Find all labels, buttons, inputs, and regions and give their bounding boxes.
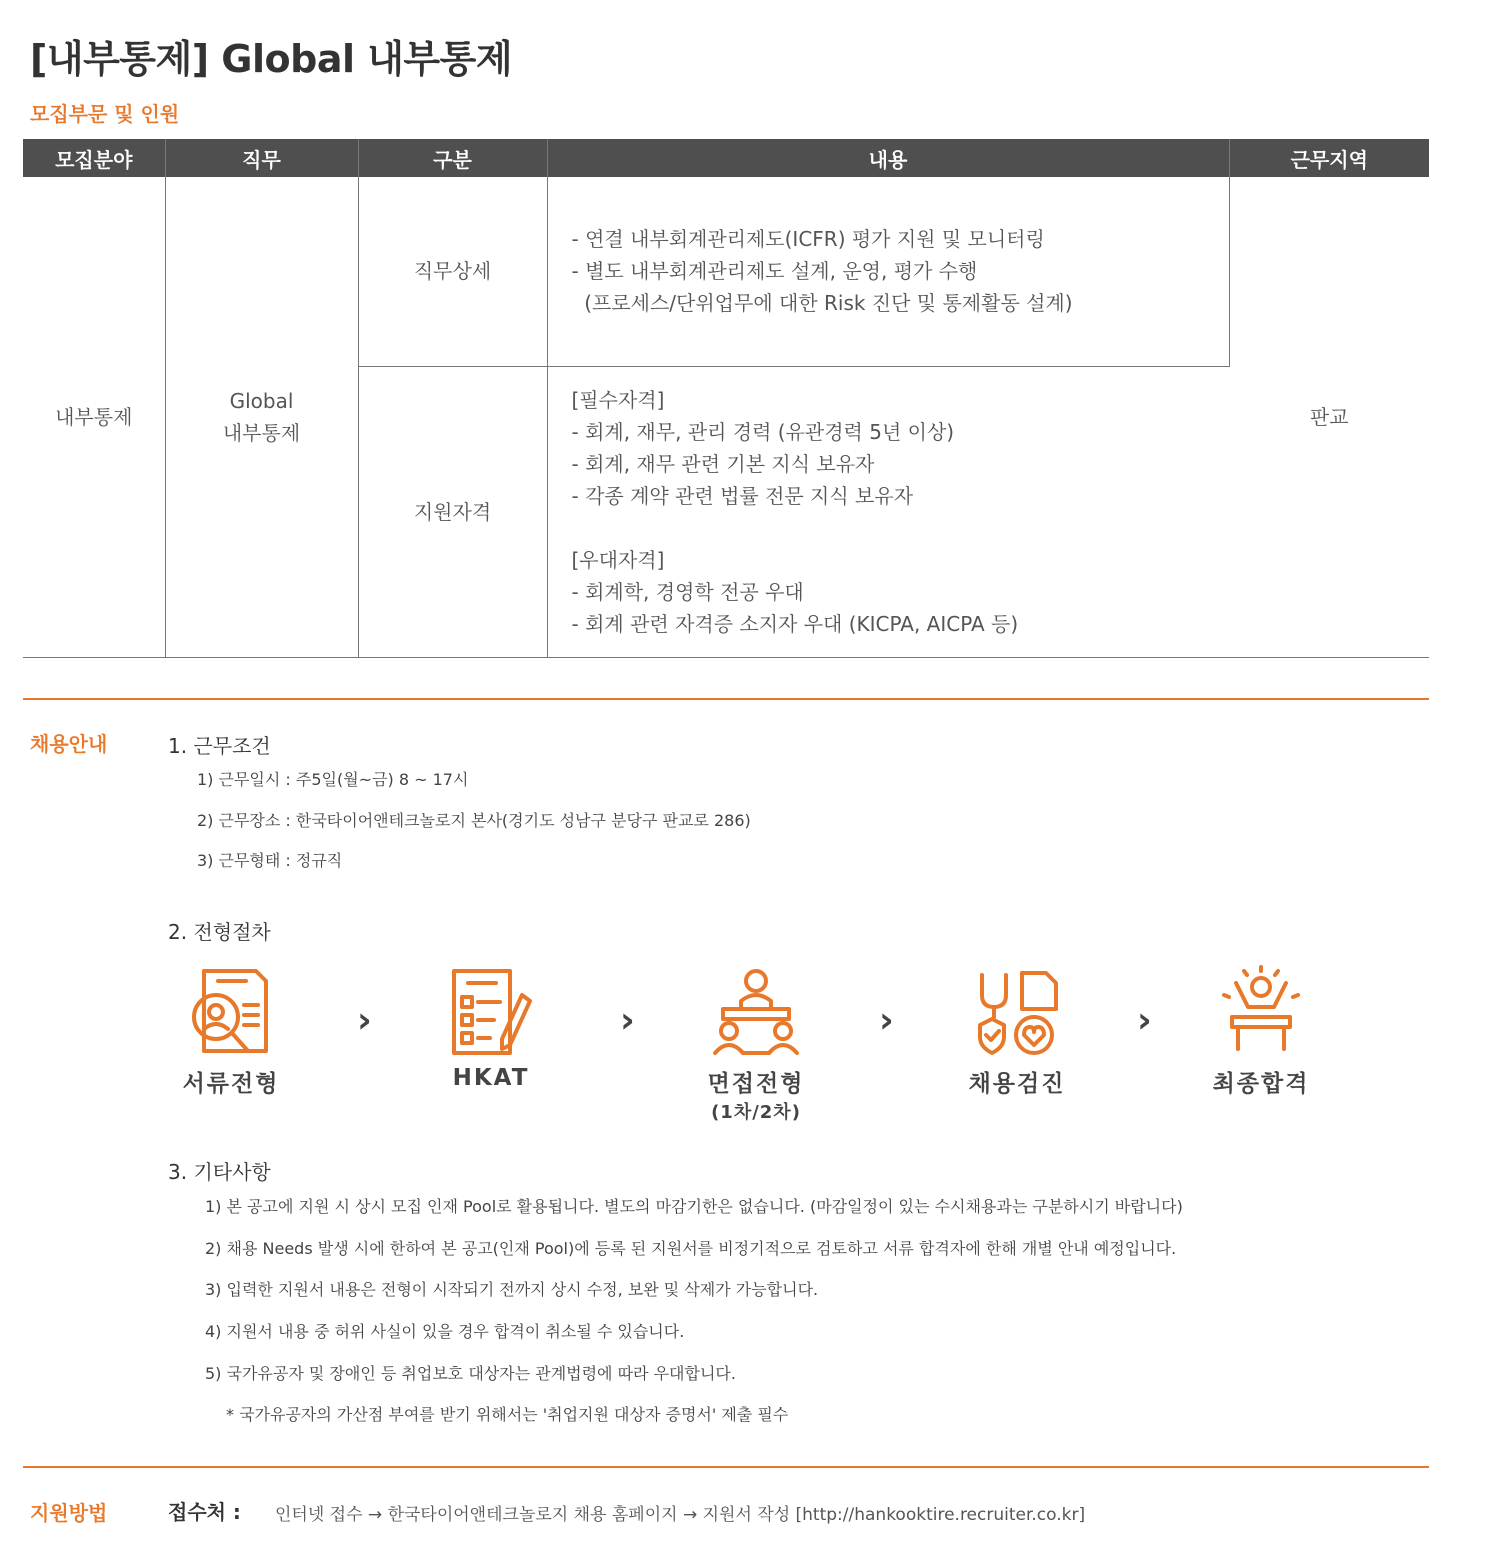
chevron-right-icon: › [1137,1000,1152,1041]
table-row [23,177,1429,366]
chevron-right-icon: › [879,1000,894,1041]
location-cell: 판교 [1229,177,1429,657]
content-line: [우대자격] [571,547,665,572]
chevron-right-icon: › [620,1000,635,1041]
page-title: [내부통제] Global 내부통제 [30,37,513,81]
recruit-section-heading: 모집부문 및 인원 [30,102,180,126]
condition-item: 3) 근무형태 : 정규직 [197,851,343,870]
content-line: - 회계 관련 자격증 소지자 우대 (KICPA, AICPA 등) [571,611,1019,636]
header-field: 모집분야 [23,139,165,177]
job-line-2: 내부통제 [222,420,301,445]
condition-item: 2) 근무장소 : 한국타이어앤테크놀로지 본사(경기도 성남구 분당구 판교로 286) [197,811,751,830]
content-cell-qualification [547,366,1229,657]
apply-label: 지원방법 [30,1501,108,1525]
interview-icon [711,965,801,1057]
etc-heading: 3. 기타사항 [168,1160,271,1184]
etc-item: 5) 국가유공자 및 장애인 등 취업보호 대상자는 관계법령에 따라 우대합니다. [205,1364,736,1383]
category-cell-qualification: 지원자격 [358,366,547,657]
header-content: 내용 [547,139,1229,177]
step-label: 면접전형 [707,1071,805,1097]
content-line: - 연결 내부회계관리제도(ICFR) 평가 지원 및 모니터링 [571,227,1045,252]
content-line: - 각종 계약 관련 법률 전문 지식 보유자 [571,483,914,508]
step-label: 채용검진 [968,1071,1066,1097]
conditions-heading: 1. 근무조건 [168,734,271,758]
content-line [572,512,1230,544]
content-line: [필수자격] [571,387,665,412]
etc-item: 1) 본 공고에 지원 시 상시 모집 인재 Pool로 활용됩니다. 별도의 마감기한은 없습니다. (마감일정이 있는 수시채용과는 구분하시기 바랍니다) [205,1197,1183,1216]
step-final [1176,965,1346,1098]
etc-note: * 국가유공자의 가산점 부여를 받기 위해서는 '취업지원 대상자 증명서' 제출 필수 [226,1405,789,1424]
content-cell-duty [547,177,1229,366]
checklist-icon [446,965,536,1057]
step-label: 최종합격 [1212,1071,1310,1097]
step-interview [671,965,841,1124]
medical-checkup-icon [972,965,1062,1057]
etc-item: 4) 지원서 내용 중 허위 사실이 있을 경우 합격이 취소될 수 있습니다. [205,1322,685,1341]
etc-item: 3) 입력한 지원서 내용은 전형이 시작되기 전까지 상시 수정, 보완 및 삭제가 가능합니다. [205,1280,819,1299]
step-document [146,965,316,1098]
recruit-table [23,139,1429,658]
divider [23,1466,1429,1468]
content-line: - 회계학, 경영학 전공 우대 [571,579,804,604]
step-label: 서류전형 [182,1071,280,1097]
condition-item: 1) 근무일시 : 주5일(월~금) 8 ~ 17시 [197,770,469,789]
header-category: 구분 [358,139,547,177]
apply-key: 접수처 : [168,1500,241,1524]
celebration-icon [1216,965,1306,1057]
document-review-icon [186,965,276,1057]
step-label: HKAT [452,1065,530,1091]
chevron-right-icon: › [357,1000,372,1041]
step-sublabel: (1차/2차) [711,1102,801,1123]
content-line: (프로세스/단위업무에 대한 Risk 진단 및 통제활동 설계) [571,291,1073,316]
job-line-1: Global [229,388,294,413]
guide-label: 채용안내 [30,732,108,756]
etc-item: 2) 채용 Needs 발생 시에 한하여 본 공고(인재 Pool)에 등록 된 지원서를 비정기적으로 검토하고 서류 합격자에 한해 개별 안내 예정입니다. [205,1239,1177,1258]
content-line: - 별도 내부회계관리제도 설계, 운영, 평가 수행 [571,259,978,284]
field-cell: 내부통제 [23,177,165,657]
step-medical [932,965,1102,1098]
process-heading: 2. 전형절차 [168,920,271,944]
content-line: - 회계, 재무 관련 기본 지식 보유자 [571,451,875,476]
table-header-row [23,139,1429,177]
content-line: - 회계, 재무, 관리 경력 (유관경력 5년 이상) [571,419,955,444]
apply-value: 인터넷 접수 → 한국타이어앤테크놀로지 채용 홈페이지 → 지원서 작성 [http://hankooktire.recruiter.co.kr] [275,1505,1086,1525]
job-cell [165,177,358,657]
step-hkat [406,965,576,1091]
divider [23,698,1429,700]
category-cell-duty: 직무상세 [358,177,547,366]
header-location: 근무지역 [1229,139,1429,177]
header-job: 직무 [165,139,358,177]
